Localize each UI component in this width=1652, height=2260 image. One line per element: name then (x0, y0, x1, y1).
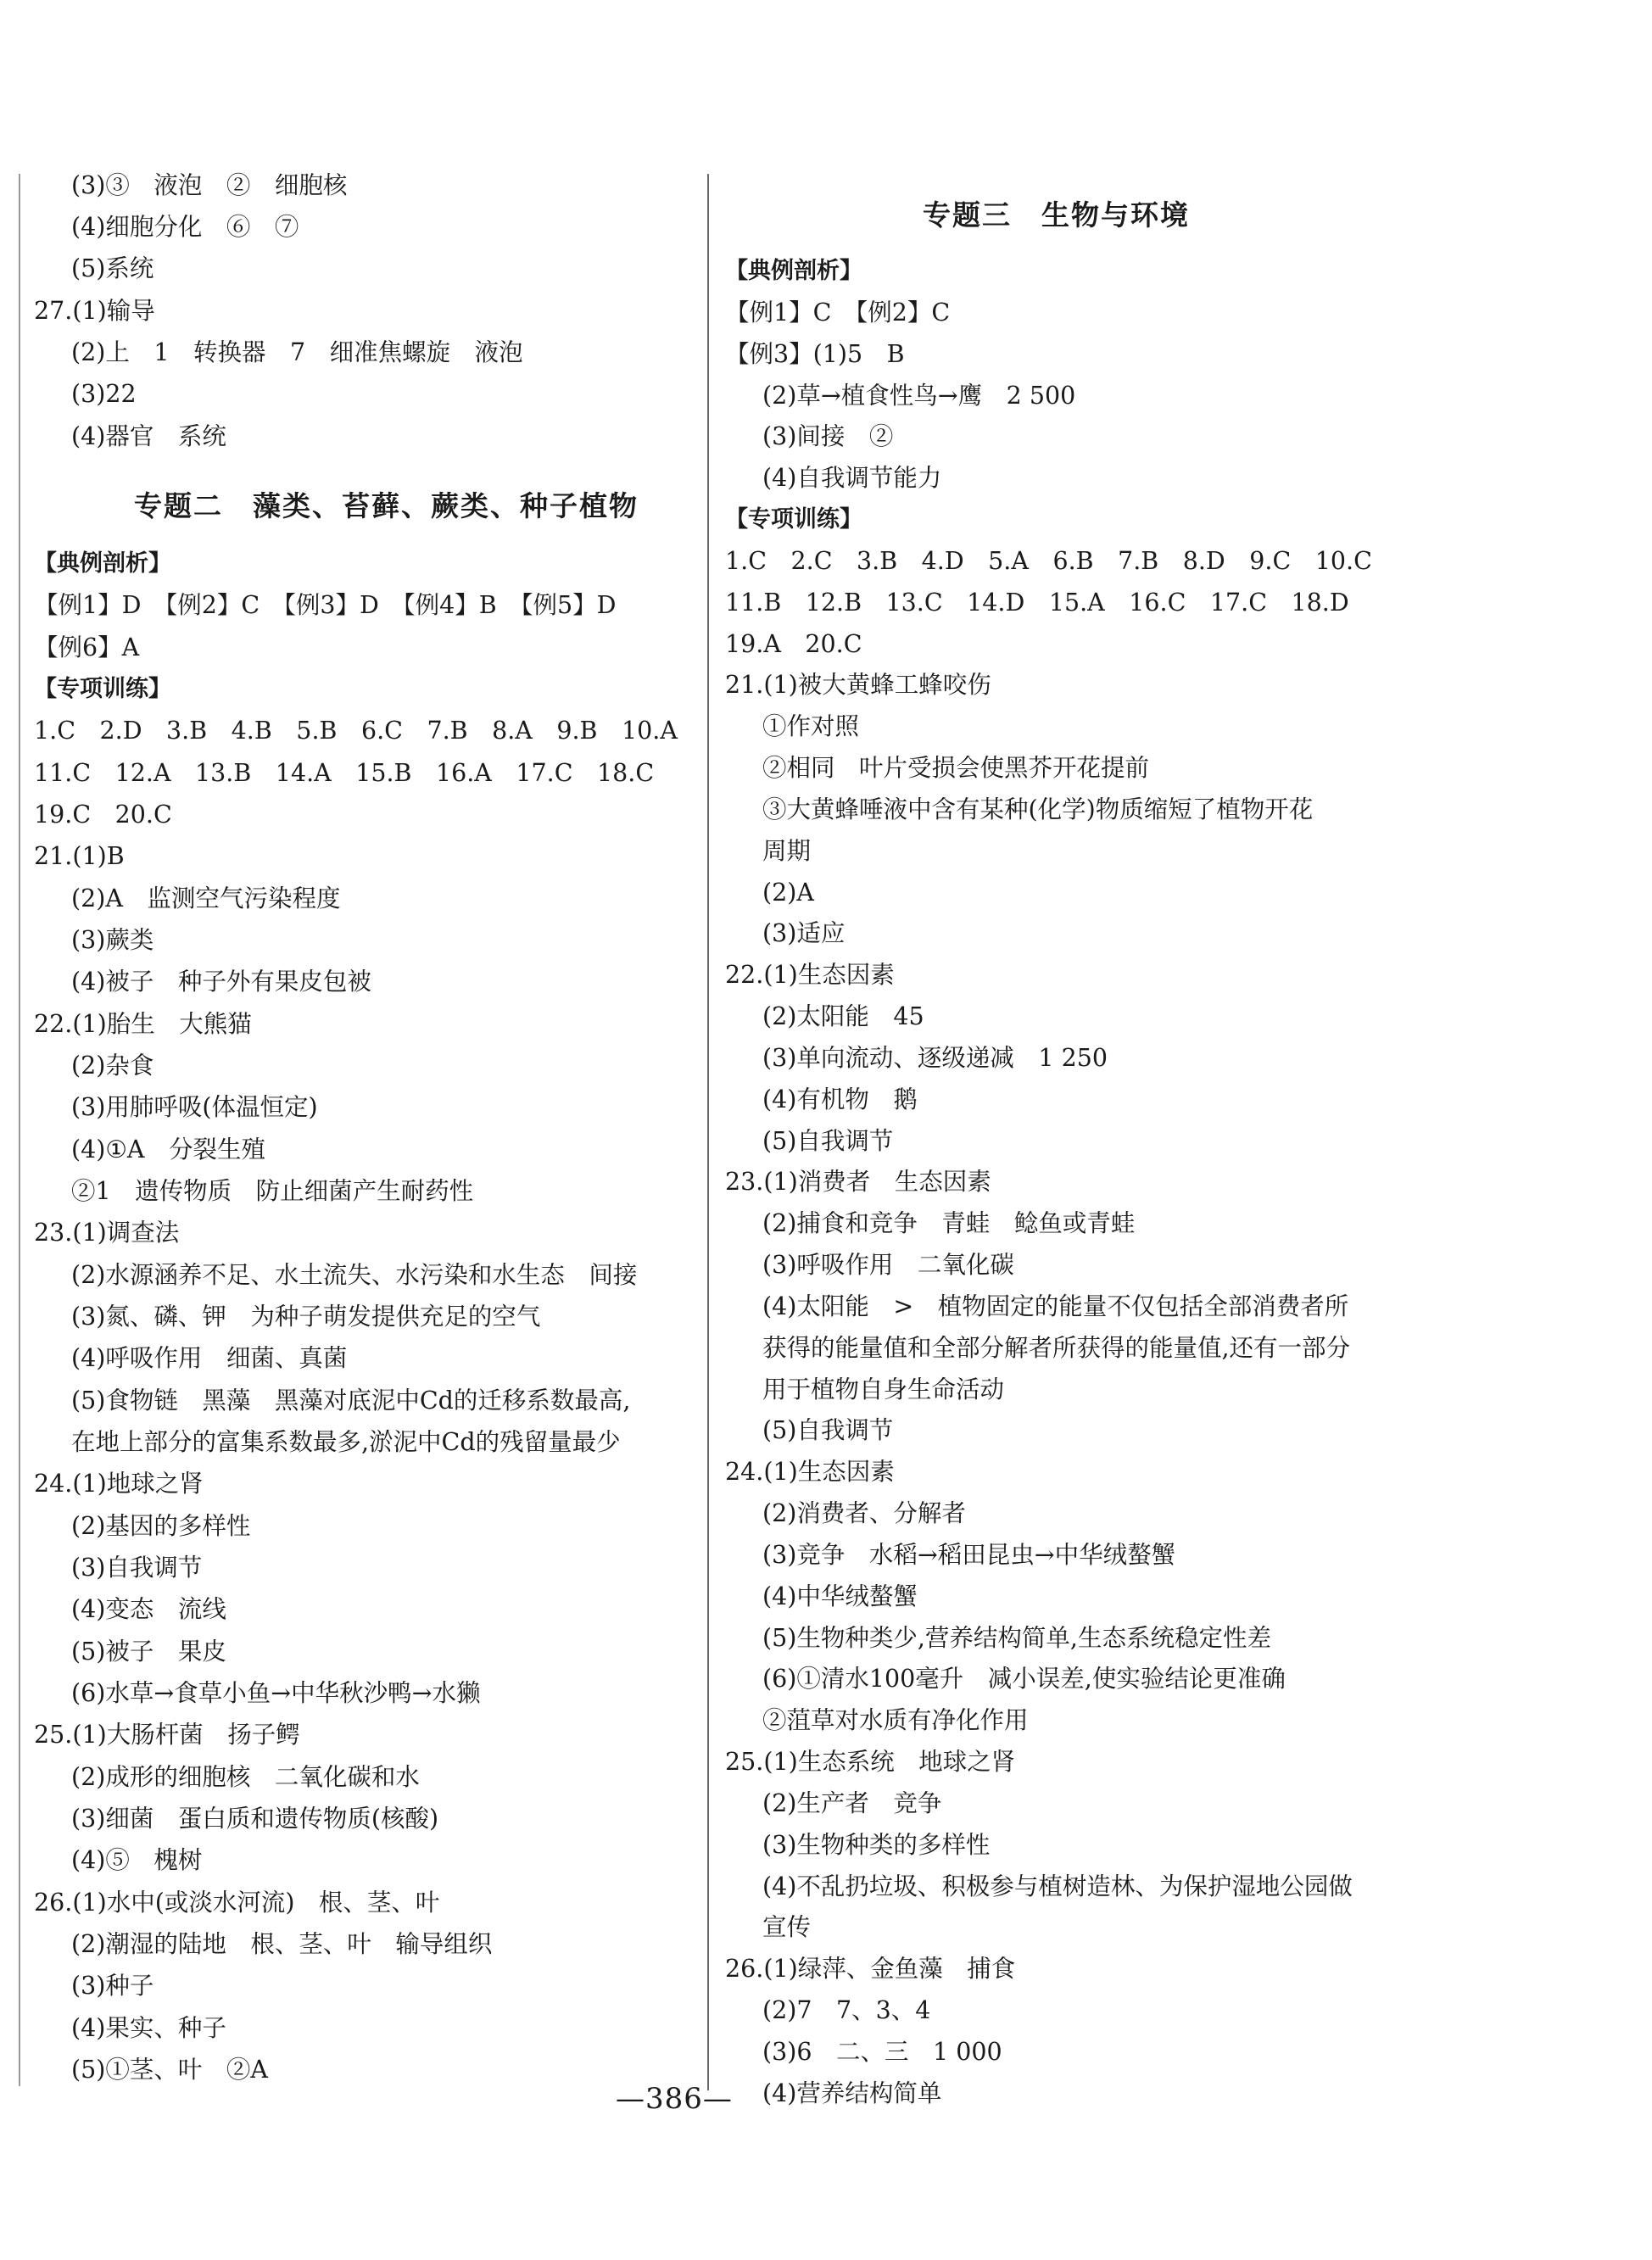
answer-line: (4)不乱扔垃圾、积极参与植树造林、为保护湿地公园做 (762, 1872, 1353, 1900)
answer-line: (4)太阳能 > 植物固定的能量不仅包括全部消费者所 (762, 1292, 1349, 1320)
answer-line: ③大黄蜂唾液中含有某种(化学)物质缩短了植物开花 (762, 795, 1314, 823)
answer-line: (3)蕨类 (71, 926, 154, 954)
answer-line: (5)系统 (71, 254, 154, 282)
section-title: 专题二 藻类、苔藓、蕨类、种子植物 (134, 489, 639, 522)
answer-line: (5)生物种类少,营养结构简单,生态系统稳定性差 (762, 1624, 1271, 1652)
answer-line: (3)自我调节 (71, 1554, 203, 1582)
answer-line: ②相同 叶片受损会使黑芥开花提前 (762, 754, 1150, 782)
question-lead: 22.(1)胎生 大熊猫 (34, 1010, 252, 1038)
subheading: 【专项训练】 (725, 506, 862, 533)
question-lead: 27.(1)输导 (34, 297, 155, 325)
question-lead: 24.(1)地球之肾 (34, 1470, 204, 1498)
question-lead: 26.(1)绿萍、金鱼藻 捕食 (725, 1955, 1016, 1983)
answer-line: (4)被子 种子外有果皮包被 (71, 968, 371, 996)
answer-line: (4)自我调节能力 (762, 464, 942, 492)
answer-line: (2)捕食和竞争 青蛙 鲶鱼或青蛙 (762, 1209, 1136, 1237)
answer-line: 宣传 (762, 1913, 812, 1941)
answer-line: (5)食物链 黑藻 黑藻对底泥中Cd的迁移系数最高, (71, 1387, 631, 1415)
answer-line: (4)有机物 鹅 (762, 1085, 918, 1113)
answer-line: (2)太阳能 45 (762, 1002, 924, 1030)
choice-answers: 1.C 2.D 3.B 4.B 5.B 6.C 7.B 8.A 9.B 10.A (34, 717, 678, 745)
answer-line: (4)呼吸作用 细菌、真菌 (71, 1344, 348, 1372)
question-lead: 22.(1)生态因素 (725, 961, 895, 989)
answer-line: (6)①清水100毫升 减小误差,使实验结论更准确 (762, 1665, 1286, 1693)
answer-line: (2)成形的细胞核 二氧化碳和水 (71, 1763, 420, 1791)
question-lead: 23.(1)调查法 (34, 1219, 180, 1247)
answer-line: (3)适应 (762, 919, 846, 947)
answer-line: 获得的能量值和全部分解者所获得的能量值,还有一部分 (762, 1334, 1351, 1362)
answer-line: (3)22 (71, 380, 137, 408)
answer-line: (5)①茎、叶 ②A (71, 2056, 268, 2084)
answer-line: (3)细菌 蛋白质和遗传物质(核酸) (71, 1805, 439, 1833)
question-lead: 23.(1)消费者 生态因素 (725, 1168, 991, 1196)
question-lead: 24.(1)生态因素 (725, 1458, 895, 1486)
answer-line: (3)竞争 水稻→稻田昆虫→中华绒螯蟹 (762, 1541, 1176, 1569)
answer-line: (5)自我调节 (762, 1127, 894, 1155)
choice-answers: 1.C 2.C 3.B 4.D 5.A 6.B 7.B 8.D 9.C 10.C (725, 547, 1372, 575)
page-number: —386— (616, 2082, 733, 2116)
answer-line: (2)生产者 竞争 (762, 1789, 942, 1817)
left-margin-rule (19, 174, 20, 2086)
answer-line: (4)营养结构简单 (762, 2079, 942, 2107)
answer-line: (4)细胞分化 ⑥ ⑦ (71, 213, 299, 241)
answer-line: (4)果实、种子 (71, 2014, 226, 2042)
answer-line: (3)③ 液泡 ② 细胞核 (71, 171, 348, 199)
answer-line: (4)中华绒螯蟹 (762, 1582, 918, 1610)
choice-answers: 19.A 20.C (725, 630, 862, 658)
answer-line: (2)A (762, 879, 814, 907)
choice-answers: 19.C 20.C (34, 801, 172, 829)
answer-line: (3)氮、磷、钾 为种子萌发提供充足的空气 (71, 1303, 541, 1331)
answer-line: (3)6 二、三 1 000 (762, 2038, 1002, 2066)
answer-line: 在地上部分的富集系数最多,淤泥中Cd的残留量最少 (71, 1428, 621, 1456)
choice-answers: 11.B 12.B 13.C 14.D 15.A 16.C 17.C 18.D (725, 589, 1349, 617)
answer-line: (2)潮湿的陆地 根、茎、叶 输导组织 (71, 1930, 493, 1958)
subheading: 【典例剖析】 (725, 258, 862, 284)
answer-line: (2)消费者、分解者 (762, 1499, 966, 1527)
question-lead: 21.(1)B (34, 842, 125, 870)
answer-line: (2)A 监测空气污染程度 (71, 884, 341, 912)
answer-line: (2)基因的多样性 (71, 1512, 251, 1540)
answer-line: ②1 遗传物质 防止细菌产生耐药性 (71, 1177, 474, 1205)
section-title: 专题三 生物与环境 (923, 198, 1190, 232)
example-answers: 【例3】(1)5 B (725, 340, 905, 368)
answer-line: (3)单向流动、逐级递减 1 250 (762, 1044, 1108, 1072)
question-lead: 21.(1)被大黄蜂工蜂咬伤 (725, 671, 991, 699)
answer-line: (2)水源涵养不足、水土流失、水污染和水生态 间接 (71, 1261, 638, 1289)
column-divider (707, 174, 709, 2090)
answer-line: (3)生物种类的多样性 (762, 1831, 991, 1859)
answer-line: ①作对照 (762, 712, 860, 740)
answer-line: 用于植物自身生命活动 (762, 1376, 1005, 1403)
answer-line: (3)呼吸作用 二氧化碳 (762, 1251, 1014, 1279)
answer-line: (2)杂食 (71, 1052, 154, 1080)
question-lead: 26.(1)水中(或淡水河流) 根、茎、叶 (34, 1889, 440, 1917)
answer-line: (4)⑤ 槐树 (71, 1846, 203, 1874)
answer-line: 周期 (762, 837, 812, 865)
answer-line: (2)上 1 转换器 7 细准焦螺旋 液泡 (71, 338, 523, 366)
example-answers: 【例6】A (34, 633, 140, 661)
choice-answers: 11.C 12.A 13.B 14.A 15.B 16.A 17.C 18.C (34, 759, 655, 787)
answer-line: (3)种子 (71, 1972, 154, 2000)
answer-line: ②菹草对水质有净化作用 (762, 1706, 1029, 1734)
answer-line: (2)7 7、3、4 (762, 1996, 931, 2024)
answer-line: (3)用肺呼吸(体温恒定) (71, 1093, 318, 1121)
question-lead: 25.(1)生态系统 地球之肾 (725, 1748, 1016, 1776)
answer-line: (5)被子 果皮 (71, 1638, 226, 1666)
answer-line: (2)草→植食性鸟→鹰 2 500 (762, 382, 1076, 410)
question-lead: 25.(1)大肠杆菌 扬子鳄 (34, 1721, 300, 1749)
example-answers: 【例1】C 【例2】C (725, 299, 951, 326)
subheading: 【典例剖析】 (34, 550, 171, 577)
subheading: 【专项训练】 (34, 676, 171, 702)
answer-line: (6)水草→食草小鱼→中华秋沙鸭→水獭 (71, 1679, 481, 1707)
answer-line: (4)变态 流线 (71, 1595, 226, 1623)
example-answers: 【例1】D 【例2】C 【例3】D 【例4】B 【例5】D (34, 591, 617, 619)
answer-line: (4)器官 系统 (71, 422, 226, 450)
answer-line: (3)间接 ② (762, 422, 894, 450)
answer-line: (5)自我调节 (762, 1416, 894, 1444)
answer-line: (4)①A 分裂生殖 (71, 1136, 266, 1163)
